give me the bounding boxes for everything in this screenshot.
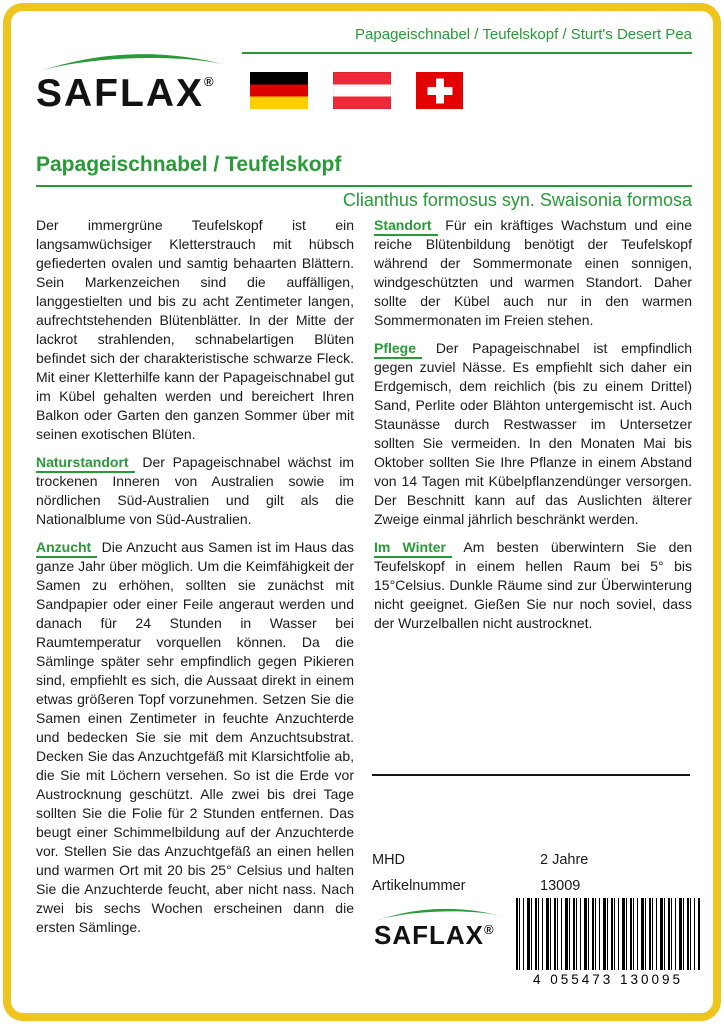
barcode: [512, 898, 704, 987]
germany-flag-icon: [250, 72, 308, 109]
footer-rule: [372, 774, 690, 776]
country-flags: [250, 72, 463, 109]
swiss-cross-horizontal: [427, 87, 452, 95]
article-number-value: 13009: [540, 878, 581, 894]
section-text-standort: Für ein kräftiges Wachstum und eine reiche Blütenbildung benötigt der Teufelskopf während der Sommermonate einen sonnigen, windgeschützten und warmen Standort. Daher sollte der Kübel auch nur in den warmen Sommermonaten im Freien stehen.: [374, 217, 692, 328]
title-rule: [36, 185, 692, 187]
mhd-value: 2 Jahre: [540, 852, 589, 868]
page-title: Papageischnabel / Teufelskopf: [36, 153, 342, 176]
header-tagline-rule: [242, 52, 692, 54]
brand-name: SAFLAX: [36, 72, 204, 115]
barcode-number: 4 055473 130095: [532, 972, 684, 987]
intro-paragraph: Der immergrüne Teufelskopf ist ein langsamwüchsiger Kletterstrauch mit hübsch gefiederten ovalen und samtig behaarten Blättern. Sein Markenzeichen sind die auffälligen, langgestielten und bis zu acht Zentimeter langen, aufrechtstehenden Blütenblätter. In der Mitte der lackrot strahlenden, schnabelartigen Blüten befindet sich der charakteristische schwarze Fleck. Mit einer Kletterhilfe kann der Papageischnabel gut im Kübel gehalten werden und bereichert Ihren Balkon oder Garten den ganzen Sommer über mit seinen exotischen Blüten.: [36, 217, 354, 442]
body-columns: [36, 216, 692, 946]
section-heading-naturstandort: Naturstandort: [36, 454, 135, 473]
section-naturstandort: [36, 453, 354, 529]
switzerland-flag-icon: [416, 72, 463, 109]
barcode-bars-icon: [516, 898, 700, 970]
brand-logo: [36, 50, 246, 116]
section-text-pflege: Der Papageischnabel ist empfindlich gegen zuviel Nässe. Es empfiehlt sich daher ein Erdgemisch, dem reichlich (bis zu einem Drittel) Sand, Perlite oder Blähton untergemischt ist. Auch Staunässe durch Restwasser im Untersetzer sollten Sie vermeiden. In den Monaten Mai bis Oktober sollten Sie Ihre Pflanze in einem Abstand von 14 Tagen mit Kübelpflanzendünger versorgen. Der Beschnitt kann auf das Auslichten älterer Zweige einmal jährlich beschränkt werden.: [374, 340, 692, 527]
right-column: [374, 216, 692, 946]
article-number-label: Artikelnummer: [372, 878, 466, 894]
footer-brand-logo: [374, 906, 514, 951]
section-im-winter: [374, 538, 692, 633]
header-tagline: Papageischnabel / Teufelskopf / Sturt's Desert Pea: [355, 26, 692, 43]
section-anzucht: [36, 538, 354, 937]
footer-registered-mark-icon: ®: [484, 922, 494, 937]
section-heading-pflege: Pflege: [374, 340, 422, 359]
austria-flag-icon: [333, 72, 391, 109]
section-text-im-winter: Am besten überwintern Sie den Teufelskopf in einem hellen Raum bei 5° bis 15°Celsius. Dunkle Räume sind zur Überwinterung nicht geeignet. Gießen Sie nur noch soviel, dass der Wurzelballen nicht austrocknet.: [374, 539, 692, 631]
left-column: [36, 216, 354, 946]
section-standort: [374, 216, 692, 330]
section-pflege: [374, 339, 692, 529]
section-text-naturstandort: Der Papageischnabel wächst im trockenen Inneren von Australien sowie im nördlichen Süd-Australien und gilt als die Nationalblume von Süd-Australien.: [36, 454, 354, 527]
section-heading-im-winter: Im Winter: [374, 539, 452, 558]
section-heading-standort: Standort: [374, 217, 438, 236]
botanical-name: Clianthus formosus syn. Swaisonia formosa: [342, 190, 692, 210]
mhd-label: MHD: [372, 852, 406, 868]
footer-brand-name: SAFLAX: [374, 920, 484, 950]
section-text-anzucht: Die Anzucht aus Samen ist im Haus das ganze Jahr über möglich. Um die Keimfähigkeit der Samen zu erhöhen, sollten sie zunächst mit Sandpapier oder einer Feile angeraut werden und danach für 24 Stunden in Wasser bei Raumtemperatur vorquellen können. Da die Sämlinge später sehr empfindlich gegen Pikieren sind, empfiehlt es sich, die Aussaat direkt in einem etwas größeren Topf vorzunehmen. Setzen Sie die Samen einen Zentimeter in feuchte Anzuchterde und bedecken Sie sie mit dem Anzuchtsubstrat. Decken Sie das Anzuchtgefäß mit Klarsichtfolie ab, die Sie mit Löchern versehen. So ist die Erde vor Austrocknung geschützt. Alle zwei bis drei Tage sollten Sie die Folie für 2 Stunden entfernen. Das beugt einer Schimmelbildung auf der Anzuchterde vor. Stellen Sie das Anzuchtgefäß an einen hellen und warmen Ort mit 20 bis 25° Celsius und halten Sie die Anzuchterde feucht, aber nicht nass. Nach zwei bis sechs Wochen erscheinen dann die ersten Sämlinge.: [36, 539, 354, 935]
section-heading-anzucht: Anzucht: [36, 539, 97, 558]
registered-mark-icon: ®: [204, 74, 214, 89]
